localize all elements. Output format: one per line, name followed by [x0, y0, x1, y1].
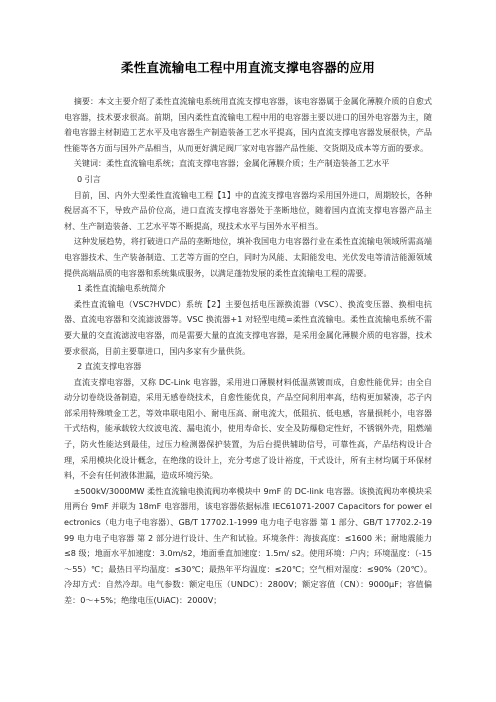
section-1-paragraph: 柔性直流输电（VSC?HVDC）系统【2】主要包括电压源换流器（VSC）、换流变压器、换相电抗器、直流电容器和交流滤波器等。VSC 换流器+1 对轻型电缆=柔性直流输电。柔性直流输电系统不需要大量的交直流滤波电容器，而是需要大量的直流支撑电容器，是采用金属化薄膜介质的电容器，技术要求很高，目前主要靠进口，国内多家有少量供货。 [64, 298, 432, 356]
section-heading-1: 1 柔性直流输电系统简介 [76, 283, 166, 294]
introduction-paragraph-1: 目前，国、内外大型柔性直流输电工程【1】中的直流支撑电容器均采用国外进口，周期较长，各种税居高不下，导致产品价位高，进口直流支撑电容器处于垄断地位，随着国内直流支撑电容器产品主材、生产制造装备、工艺水平等不断提高，现技术水平与国外水平相当。 [64, 189, 432, 231]
section-heading-2: 2 直流支撑电容器 [76, 361, 142, 372]
section-heading-introduction: 0 引言 [76, 173, 101, 184]
keywords-paragraph: 关键词：柔性直流输电系统；直流支撑电容器；金属化薄膜介质；生产制造装备工艺水平 [73, 158, 390, 169]
section-2-paragraph-1: 直流支撑电容器，又称 DC-Link 电容器，采用进口薄膜材料低温蒸镀而成，自愈性能优异；由全自动分切卷绕设备制造，采用无感卷绕技术，自愈性能优良，产品空间利用率高，结构更加紧凑，芯子内部采用特殊喷金工艺，等效串联电阻小、耐电压高、耐电流大，低阻抗、低电感，容量损耗小，电容器干式结构，能承载较大纹波电流、漏电流小，使用寿命长、安全及防爆稳定性好，不锈钢外壳，阻燃端子，防火性能达到最佳，过压力检测器保护装置，为后台提供辅助信号，可靠性高，产品结构设计合理，采用模块化设计概念，在绝缘的设计上，充分考虑了设计裕度，干式设计，所有主材均属于环保材料，不会有任何液体泄漏，造成环境污染。 [64, 376, 432, 481]
abstract-paragraph: 摘要：本文主要介绍了柔性直流输电系统用直流支撑电容器，该电容器属于金属化薄膜介质的自愈式电容器，技术要求很高。前期，国内柔性直流输电工程中用的电容器主要以进口的国外电容器为主，随着电容器主材制造工艺水平及电容器生产制造装备工艺水平提高，国内直流支撑电容器发展很快，产品性能等各方面与国外产品相当，从而更好满足阀厂家对电容器产品性能、交货期及成本等方面的要求。 [64, 96, 432, 153]
section-2-paragraph-2: ±500kV/3000MW 柔性直流输电换流阀功率模块中 9mF 的 DC-link 电容器。该换流阀功率模块采用两台 9mF 并联为 18mF 电容器用，该电容器依据标准 IEC61071-2007 Capacitors for power electronics（电力电子电容器）、GB/T 17702.1-1999 电力电子电容器 第 1 部分、GB/T 17702.2-1999 电力电子电容器 第 2 部分进行设计、生产和试验。环境条件：海拔高度：≤1600 米；耐地震能力≤8 级；地面水平加速度：3.0m/s2，地面垂直加速度：1.5m/ s2。使用环境：户内；环境温度：（-15～55）℃；最热日平均温度：≤30℃；最热年平均温度：≤20℃；空气相对湿度：≤90%（20℃）。冷却方式：自然冷却。电气参数：额定电压（UNDC）：2800V；额定容值（CN）：9000μF；容值偏差：0～+5%；绝缘电压(UiAC)：2000V； [64, 485, 432, 605]
introduction-paragraph-2: 这种发展趋势，将打破进口产品的垄断地位，填补我国电力电容器行业在柔性直流输电领域所需高端电容器技术、生产装备制造、工艺等方面的空白，同时为风能、太阳能发电、光伏发电等清洁能源领域提供高端品质的电容器和系统集成服务，以满足蓬勃发展的柔性直流输电工程的需要。 [64, 236, 432, 278]
document-title: 柔性直流输电工程中用直流支撑电容器的应用 [120, 60, 375, 75]
